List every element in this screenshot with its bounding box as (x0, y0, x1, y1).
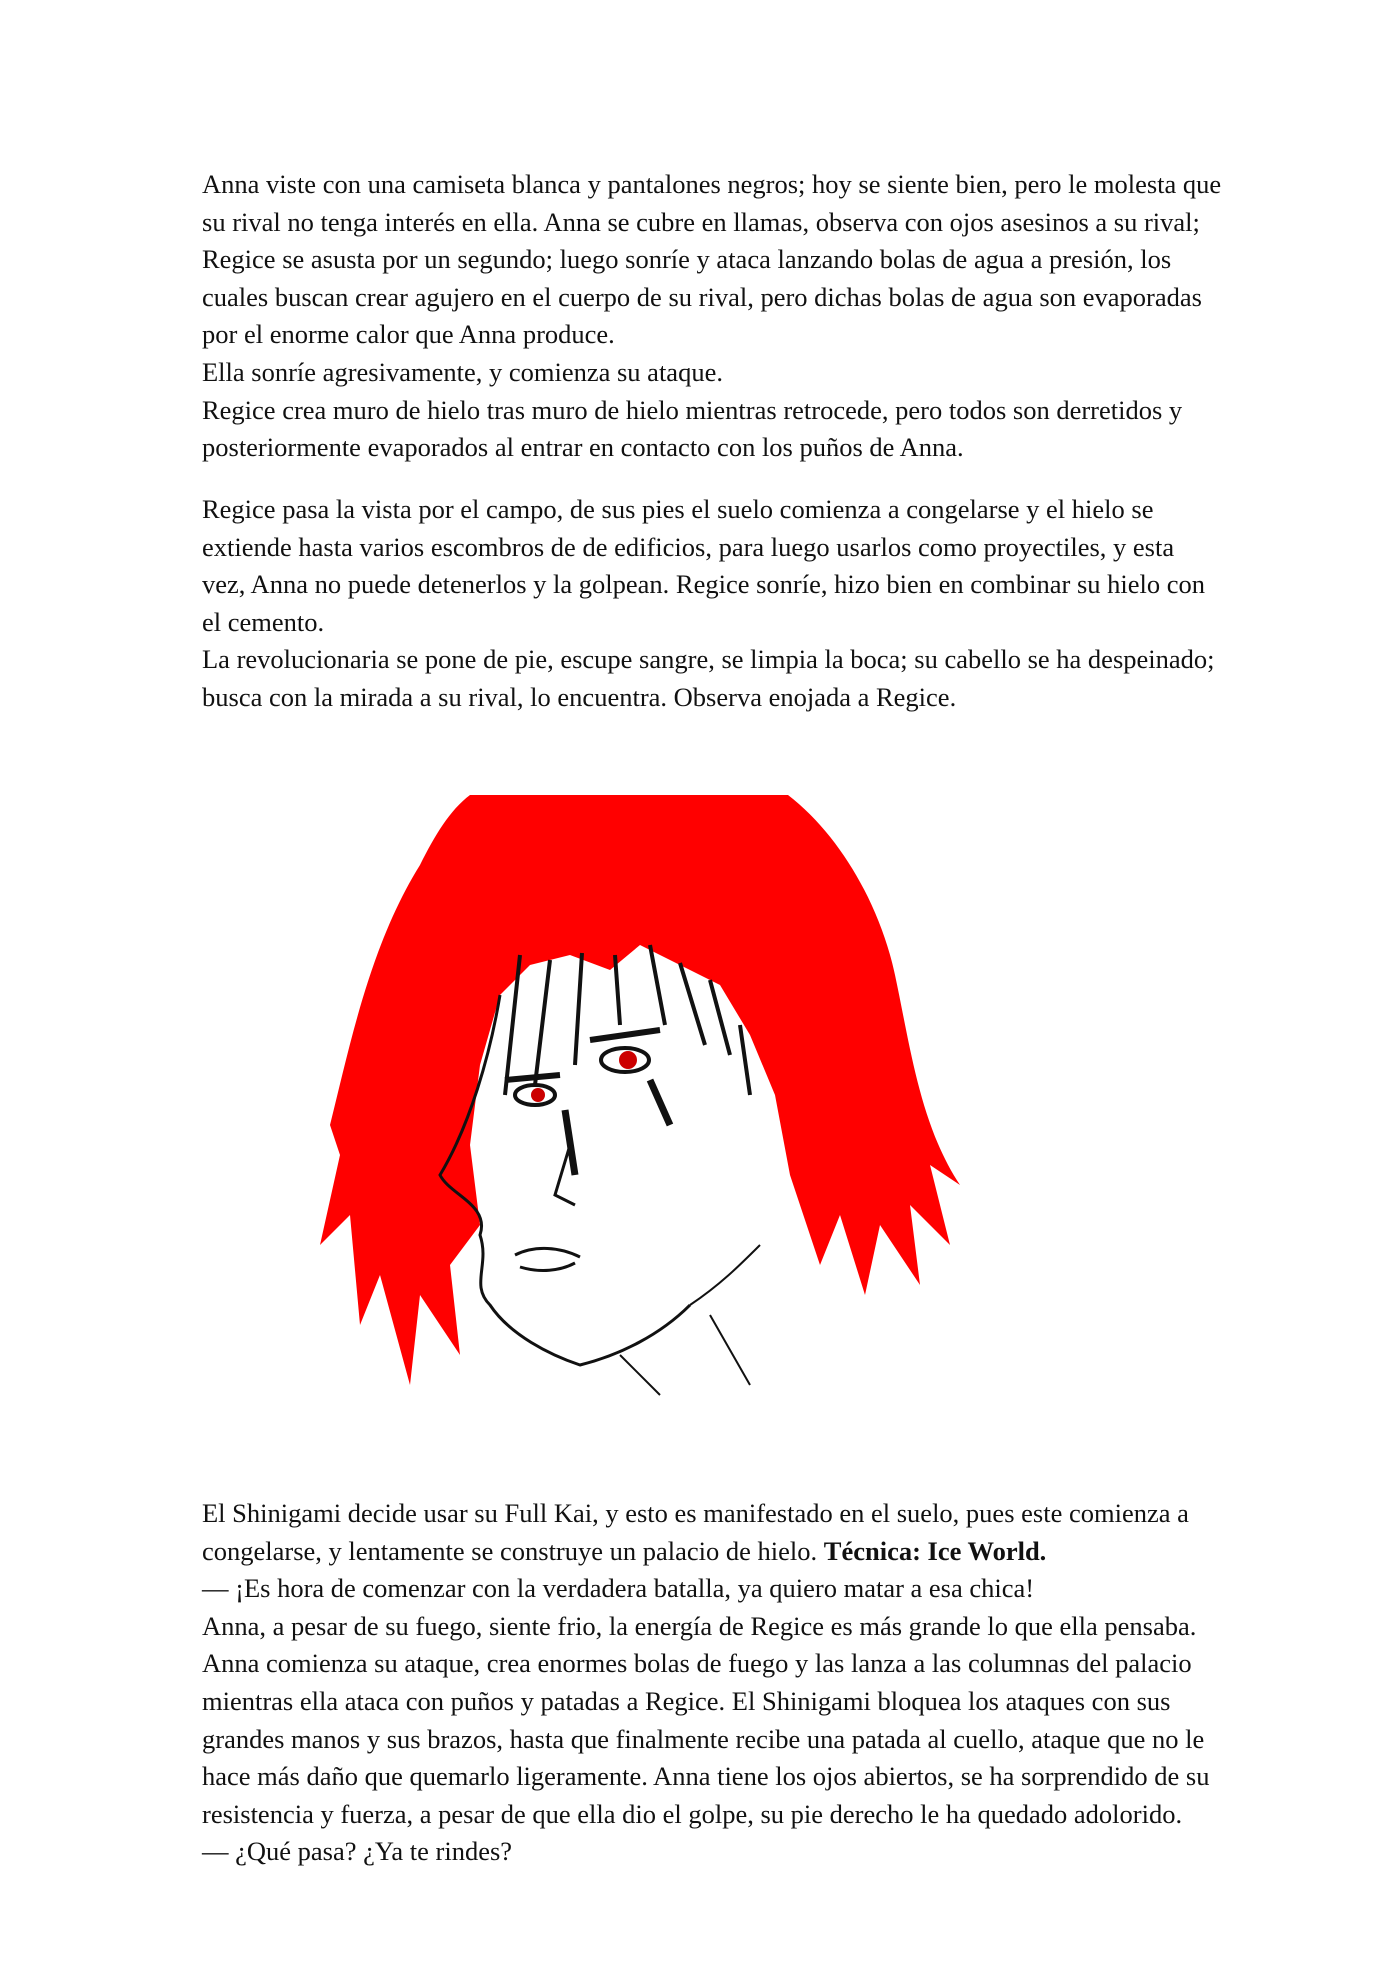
technique-name: Técnica: Ice World. (823, 1535, 1047, 1566)
neck (620, 1315, 750, 1395)
hair (320, 795, 960, 1385)
dialogue-line: — ¡Es hora de comenzar con la verdadera batalla, ya quiero matar a esa chica! (202, 1573, 1035, 1604)
paragraph (202, 1495, 1222, 1570)
text-block-top (202, 166, 1222, 467)
paragraph: Anna viste con una camiseta blanca y pantalones negros; hoy se siente bien, pero le molesta que su rival no tenga interés en ella. Anna se cubre en llamas, observa con ojos asesinos a su rival; Regice se asusta por un segundo; luego sonríe y ataca lanzando bolas de agua a presión, los cuales buscan crear agujero en el cuerpo de su rival, pero dichas bolas de agua son evaporadas por el enorme calor que Anna produce. (202, 169, 1222, 350)
face-marks (565, 1080, 670, 1175)
paragraph-intro: El Shinigami decide usar su Full Kai, y esto es manifestado en el suelo, pues este comienza a congelarse, y lentamente se construye un palacio de hielo. (202, 1498, 1189, 1566)
paragraph: Regice crea muro de hielo tras muro de hielo mientras retrocede, pero todos son derretidos y posteriormente evaporados al entrar en contacto con los puños de Anna. (202, 394, 1183, 463)
text-block-middle (202, 491, 1222, 717)
paragraph: Ella sonríe agresivamente, y comienza su ataque. (202, 356, 723, 387)
dialogue-line: — ¿Qué pasa? ¿Ya te rindes? (202, 1836, 513, 1867)
jaw-line (690, 1245, 760, 1305)
paragraph: Regice pasa la vista por el campo, de sus pies el suelo comienza a congelarse y el hielo se extiende hasta varios escombros de de edificios, para luego usarlos como proyectiles, y esta vez, Anna no puede detenerlos y la golpean. Regice sonríe, hizo bien en combinar su hielo con el cemento. (202, 494, 1206, 637)
character-illustration (320, 795, 980, 1405)
paragraph: La revolucionaria se pone de pie, escupe sangre, se limpia la boca; su cabello se ha despeinado; busca con la mirada a su rival, lo encuentra. Observa enojada a Regice. (202, 644, 1215, 712)
mouth (515, 1248, 580, 1270)
text-block-bottom (202, 1495, 1222, 1871)
paragraph: Anna, a pesar de su fuego, siente frio, la energía de Regice es más grande lo que ella pensaba. Anna comienza su ataque, crea enormes bolas de fuego y las lanza a las columnas del palacio mientras ella ataca con puños y patadas a Regice. El Shinigami bloquea los ataques con sus grandes manos y sus brazos, hasta que finalmente recibe una patada al cuello, ataque que no le hace más daño que quemarlo ligeramente. Anna tiene los ojos abiertos, se ha sorprendido de su resistencia y fuerza, a pesar de que ella dio el golpe, su pie derecho le ha quedado adolorido. (202, 1610, 1210, 1829)
